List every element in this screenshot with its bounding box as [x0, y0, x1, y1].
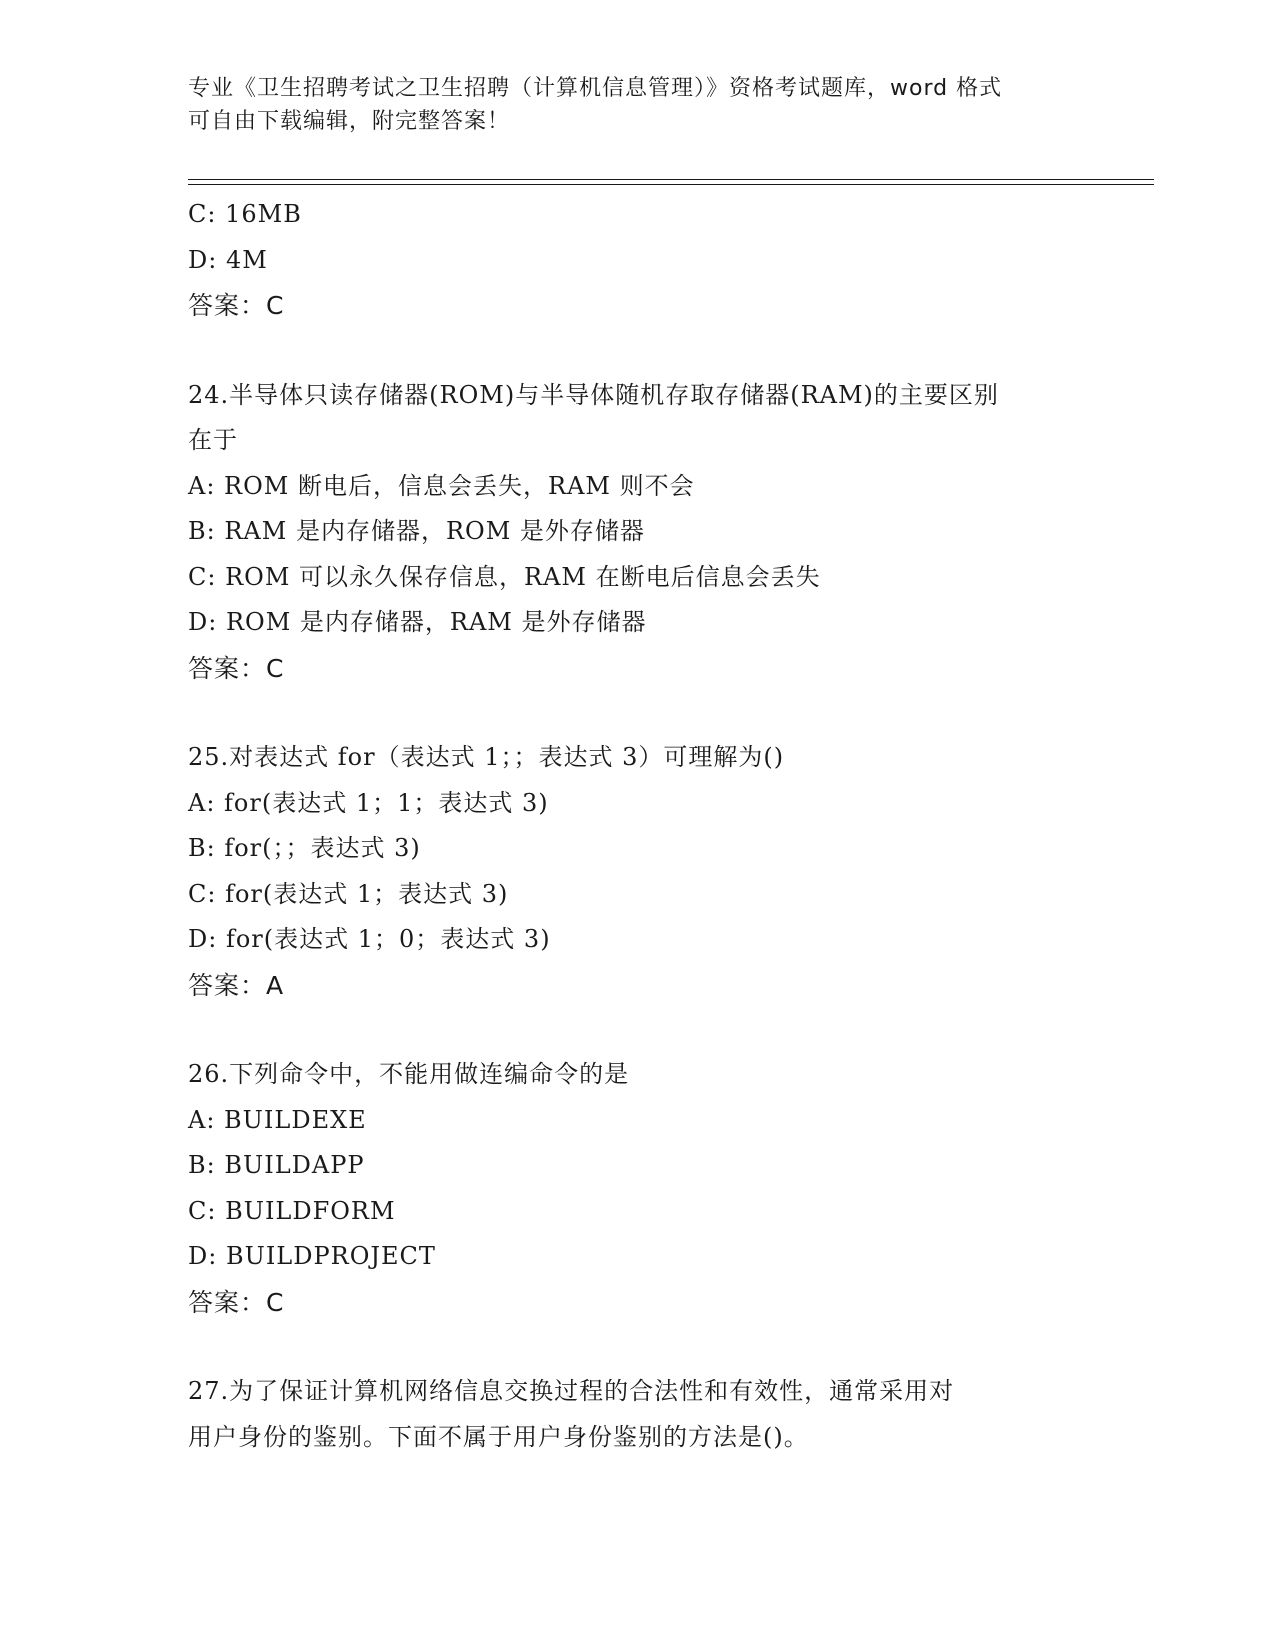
- answer: 答案：C: [188, 653, 285, 683]
- question-24: [188, 373, 1088, 692]
- option-d: D: 4M: [188, 245, 268, 274]
- option-b: B: RAM 是内存储器，ROM 是外存储器: [188, 517, 645, 545]
- option-c: C: BUILDFORM: [188, 1196, 396, 1225]
- header-line-2: 可自由下载编辑，附完整答案！: [188, 109, 511, 134]
- question-27: [188, 1369, 1088, 1460]
- option-c: C: for(表达式 1；表达式 3): [188, 879, 509, 908]
- answer: 答案：A: [188, 970, 285, 1000]
- header-divider-bottom: [188, 184, 1154, 185]
- question-text: 24.半导体只读存储器(ROM)与半导体随机存取存储器(RAM)的主要区别: [188, 380, 999, 409]
- question-text: 27.为了保证计算机网络信息交换过程的合法性和有效性，通常采用对: [188, 1377, 955, 1405]
- option-d: D: for(表达式 1；0；表达式 3): [188, 925, 551, 953]
- question-25: [188, 735, 1088, 1008]
- option-c: C: ROM 可以永久保存信息，RAM 在断电后信息会丢失: [188, 562, 821, 591]
- option-d: D: BUILDPROJECT: [188, 1242, 436, 1270]
- option-a: A: for(表达式 1；1；表达式 3): [188, 788, 549, 817]
- header-line-1: 专业《卫生招聘考试之卫生招聘（计算机信息管理）》资格考试题库，word 格式: [188, 76, 1003, 101]
- answer: 答案：C: [188, 291, 285, 320]
- answer: 答案：C: [188, 1287, 285, 1317]
- option-d: D: ROM 是内存储器，RAM 是外存储器: [188, 608, 647, 636]
- option-b: B: BUILDAPP: [188, 1151, 365, 1179]
- question-text: 25.对表达式 for（表达式 1；；表达式 3）可理解为(): [188, 743, 785, 771]
- option-a: A: ROM 断电后，信息会丢失，RAM 则不会: [188, 471, 695, 500]
- question-23-continued: [188, 192, 1088, 329]
- question-26: [188, 1052, 1088, 1325]
- question-list: [188, 192, 1088, 1460]
- option-c: C: 16MB: [188, 200, 302, 228]
- question-text: 在于: [188, 426, 238, 454]
- option-a: A: BUILDEXE: [188, 1105, 367, 1134]
- header-divider-top: [188, 179, 1154, 180]
- document-header: [188, 72, 1068, 138]
- option-b: B: for(；；表达式 3): [188, 834, 421, 862]
- question-text: 用户身份的鉴别。下面不属于用户身份鉴别的方法是()。: [188, 1422, 809, 1451]
- question-text: 26.下列命令中，不能用做连编命令的是: [188, 1060, 630, 1088]
